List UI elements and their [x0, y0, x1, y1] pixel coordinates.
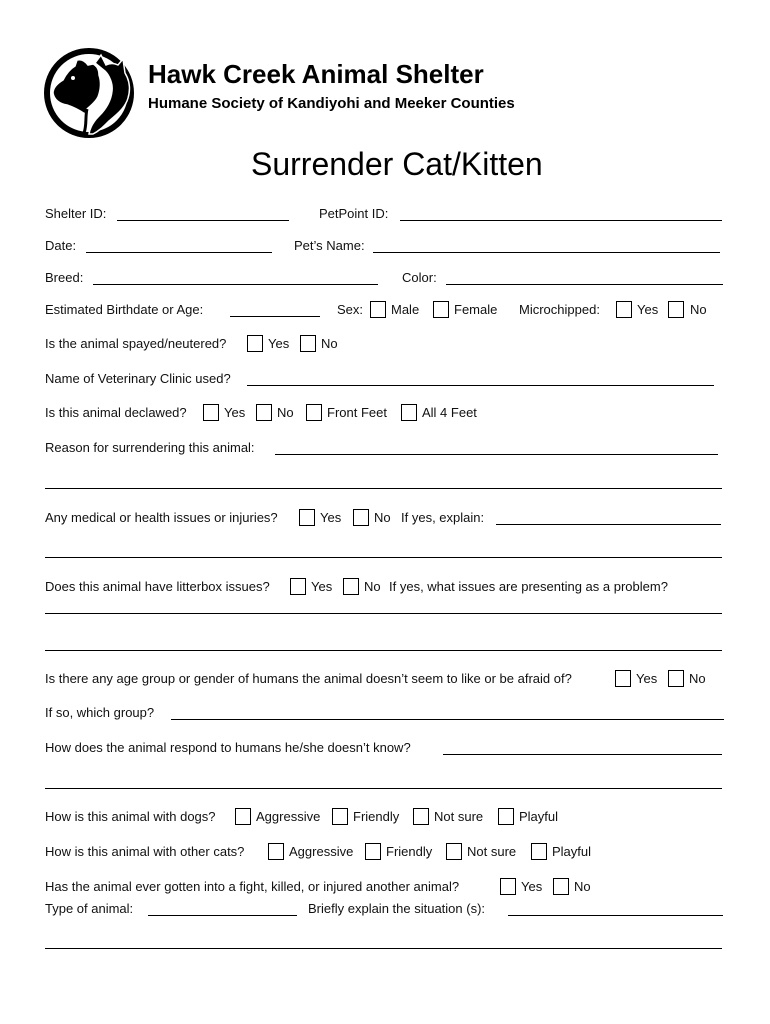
row-spayed: [0, 335, 770, 353]
microchipped-yes-label: Yes: [637, 302, 659, 317]
vet-clinic-field[interactable]: [247, 370, 714, 386]
birthdate-age-label: Estimated Birthdate or Age:: [45, 302, 204, 317]
row-medical: [0, 509, 770, 527]
row-ids: [0, 205, 770, 223]
dogs-playful-checkbox[interactable]: [498, 808, 514, 825]
row-situation-continued: [0, 933, 770, 951]
breed-label: Breed:: [45, 270, 84, 285]
row-with-dogs: [0, 808, 770, 826]
spayed-yes-checkbox[interactable]: [247, 335, 263, 352]
row-reason: [0, 439, 770, 457]
situation-continuation-line[interactable]: [45, 933, 722, 949]
row-litterbox-line-1: [0, 598, 770, 616]
birthdate-age-field[interactable]: [230, 301, 320, 317]
situation-label: Briefly explain the situation (s):: [308, 901, 486, 916]
row-human-fear: [0, 670, 770, 688]
sex-male-label: Male: [391, 302, 420, 317]
medical-yes-checkbox[interactable]: [299, 509, 315, 526]
row-type-situation: [0, 900, 770, 918]
spayed-question: Is the animal spayed/neutered?: [45, 336, 227, 351]
row-which-group: [0, 704, 770, 722]
shelter-id-label: Shelter ID:: [45, 206, 107, 221]
medical-no-checkbox[interactable]: [353, 509, 369, 526]
color-field[interactable]: [446, 269, 723, 285]
fight-yes-label: Yes: [521, 879, 543, 894]
cats-not-sure-label: Not sure: [467, 844, 517, 859]
microchipped-label: Microchipped:: [519, 302, 600, 317]
fight-question: Has the animal ever gotten into a fight, killed, or injured another animal?: [45, 879, 460, 894]
sex-label: Sex:: [337, 302, 364, 317]
human-fear-question: Is there any age group or gender of humans the animal doesn’t seem to like or be afraid of?: [45, 671, 572, 686]
breed-field[interactable]: [93, 269, 378, 285]
row-fight: [0, 878, 770, 896]
fight-no-label: No: [574, 879, 591, 894]
declawed-yes-checkbox[interactable]: [203, 404, 219, 421]
dogs-playful-label: Playful: [519, 809, 559, 824]
litterbox-continuation-line[interactable]: [45, 635, 722, 651]
row-litterbox-line-2: [0, 635, 770, 653]
spayed-no-label: No: [321, 336, 338, 351]
reason-question: Reason for surrendering this animal:: [45, 440, 255, 455]
fight-yes-checkbox[interactable]: [500, 878, 516, 895]
shelter-name: Hawk Creek Animal Shelter: [148, 59, 484, 89]
litterbox-continuation-line[interactable]: [45, 598, 722, 614]
dog-cat-silhouette-icon: [43, 47, 135, 139]
human-fear-yes-checkbox[interactable]: [615, 670, 631, 687]
human-fear-yes-label: Yes: [636, 671, 658, 686]
which-group-question: If so, which group?: [45, 705, 155, 720]
strangers-question: How does the animal respond to humans he/she doesn’t know?: [45, 740, 411, 755]
row-date-name: [0, 237, 770, 255]
litterbox-yes-label: Yes: [311, 579, 333, 594]
declawed-all-feet-label: All 4 Feet: [422, 405, 477, 420]
row-age-sex-chip: [0, 301, 770, 319]
form-title: Surrender Cat/Kitten: [251, 146, 543, 182]
medical-explain-label: If yes, explain:: [401, 510, 485, 525]
row-vet-clinic: [0, 370, 770, 388]
row-declawed: [0, 404, 770, 422]
with-cats-question: How is this animal with other cats?: [45, 844, 245, 859]
declawed-no-checkbox[interactable]: [256, 404, 272, 421]
row-breed-color: [0, 269, 770, 287]
litterbox-yes-checkbox[interactable]: [290, 578, 306, 595]
pet-name-field[interactable]: [373, 237, 720, 253]
medical-no-label: No: [374, 510, 391, 525]
spayed-yes-label: Yes: [268, 336, 290, 351]
medical-continuation-line[interactable]: [45, 542, 722, 558]
type-of-animal-label: Type of animal:: [45, 901, 134, 916]
fight-no-checkbox[interactable]: [553, 878, 569, 895]
cats-friendly-label: Friendly: [386, 844, 433, 859]
reason-field[interactable]: [275, 439, 718, 455]
cats-playful-checkbox[interactable]: [531, 843, 547, 860]
date-field[interactable]: [86, 237, 272, 253]
row-medical-continued: [0, 542, 770, 560]
date-label: Date:: [45, 238, 77, 253]
spayed-no-checkbox[interactable]: [300, 335, 316, 352]
row-with-cats: [0, 843, 770, 861]
microchipped-yes-checkbox[interactable]: [616, 301, 632, 318]
row-reason-continued: [0, 473, 770, 491]
litterbox-question: Does this animal have litterbox issues?: [45, 579, 270, 594]
sex-male-checkbox[interactable]: [370, 301, 386, 318]
dogs-friendly-label: Friendly: [353, 809, 400, 824]
vet-clinic-question: Name of Veterinary Clinic used?: [45, 371, 231, 386]
declawed-question: Is this animal declawed?: [45, 405, 187, 420]
cats-playful-label: Playful: [552, 844, 592, 859]
cats-aggressive-checkbox[interactable]: [268, 843, 284, 860]
dogs-friendly-checkbox[interactable]: [332, 808, 348, 825]
row-litterbox: [0, 578, 770, 596]
declawed-all-feet-checkbox[interactable]: [401, 404, 417, 421]
situation-field[interactable]: [508, 900, 723, 916]
dogs-aggressive-checkbox[interactable]: [235, 808, 251, 825]
declawed-no-label: No: [277, 405, 294, 420]
which-group-field[interactable]: [171, 704, 724, 720]
declawed-front-feet-label: Front Feet: [327, 405, 387, 420]
dogs-not-sure-checkbox[interactable]: [413, 808, 429, 825]
human-fear-no-label: No: [689, 671, 706, 686]
type-of-animal-field[interactable]: [148, 900, 297, 916]
litterbox-no-label: No: [364, 579, 381, 594]
pet-name-label: Pet’s Name:: [294, 238, 365, 253]
litterbox-no-checkbox[interactable]: [343, 578, 359, 595]
medical-yes-label: Yes: [320, 510, 342, 525]
litterbox-explain-label: If yes, what issues are presenting as a problem?: [389, 579, 668, 594]
shelter-subtitle: Humane Society of Kandiyohi and Meeker Counties: [148, 95, 515, 112]
dogs-not-sure-label: Not sure: [434, 809, 484, 824]
declawed-yes-label: Yes: [224, 405, 246, 420]
reason-continuation-line[interactable]: [45, 473, 722, 489]
microchipped-no-label: No: [690, 302, 707, 317]
sex-female-checkbox[interactable]: [433, 301, 449, 318]
declawed-front-feet-checkbox[interactable]: [306, 404, 322, 421]
with-dogs-question: How is this animal with dogs?: [45, 809, 216, 824]
human-fear-no-checkbox[interactable]: [668, 670, 684, 687]
dogs-aggressive-label: Aggressive: [256, 809, 321, 824]
sex-female-label: Female: [454, 302, 498, 317]
microchipped-no-checkbox[interactable]: [668, 301, 684, 318]
row-strangers: [0, 739, 770, 757]
medical-question: Any medical or health issues or injuries?: [45, 510, 278, 525]
cats-aggressive-label: Aggressive: [289, 844, 354, 859]
color-label: Color:: [402, 270, 437, 285]
cats-not-sure-checkbox[interactable]: [446, 843, 462, 860]
strangers-continuation-line[interactable]: [45, 773, 722, 789]
shelter-id-field[interactable]: [117, 205, 289, 221]
row-strangers-continued: [0, 773, 770, 791]
petpoint-id-label: PetPoint ID:: [319, 206, 389, 221]
medical-explain-field[interactable]: [496, 509, 721, 525]
petpoint-id-field[interactable]: [400, 205, 722, 221]
strangers-field[interactable]: [443, 739, 722, 755]
cats-friendly-checkbox[interactable]: [365, 843, 381, 860]
